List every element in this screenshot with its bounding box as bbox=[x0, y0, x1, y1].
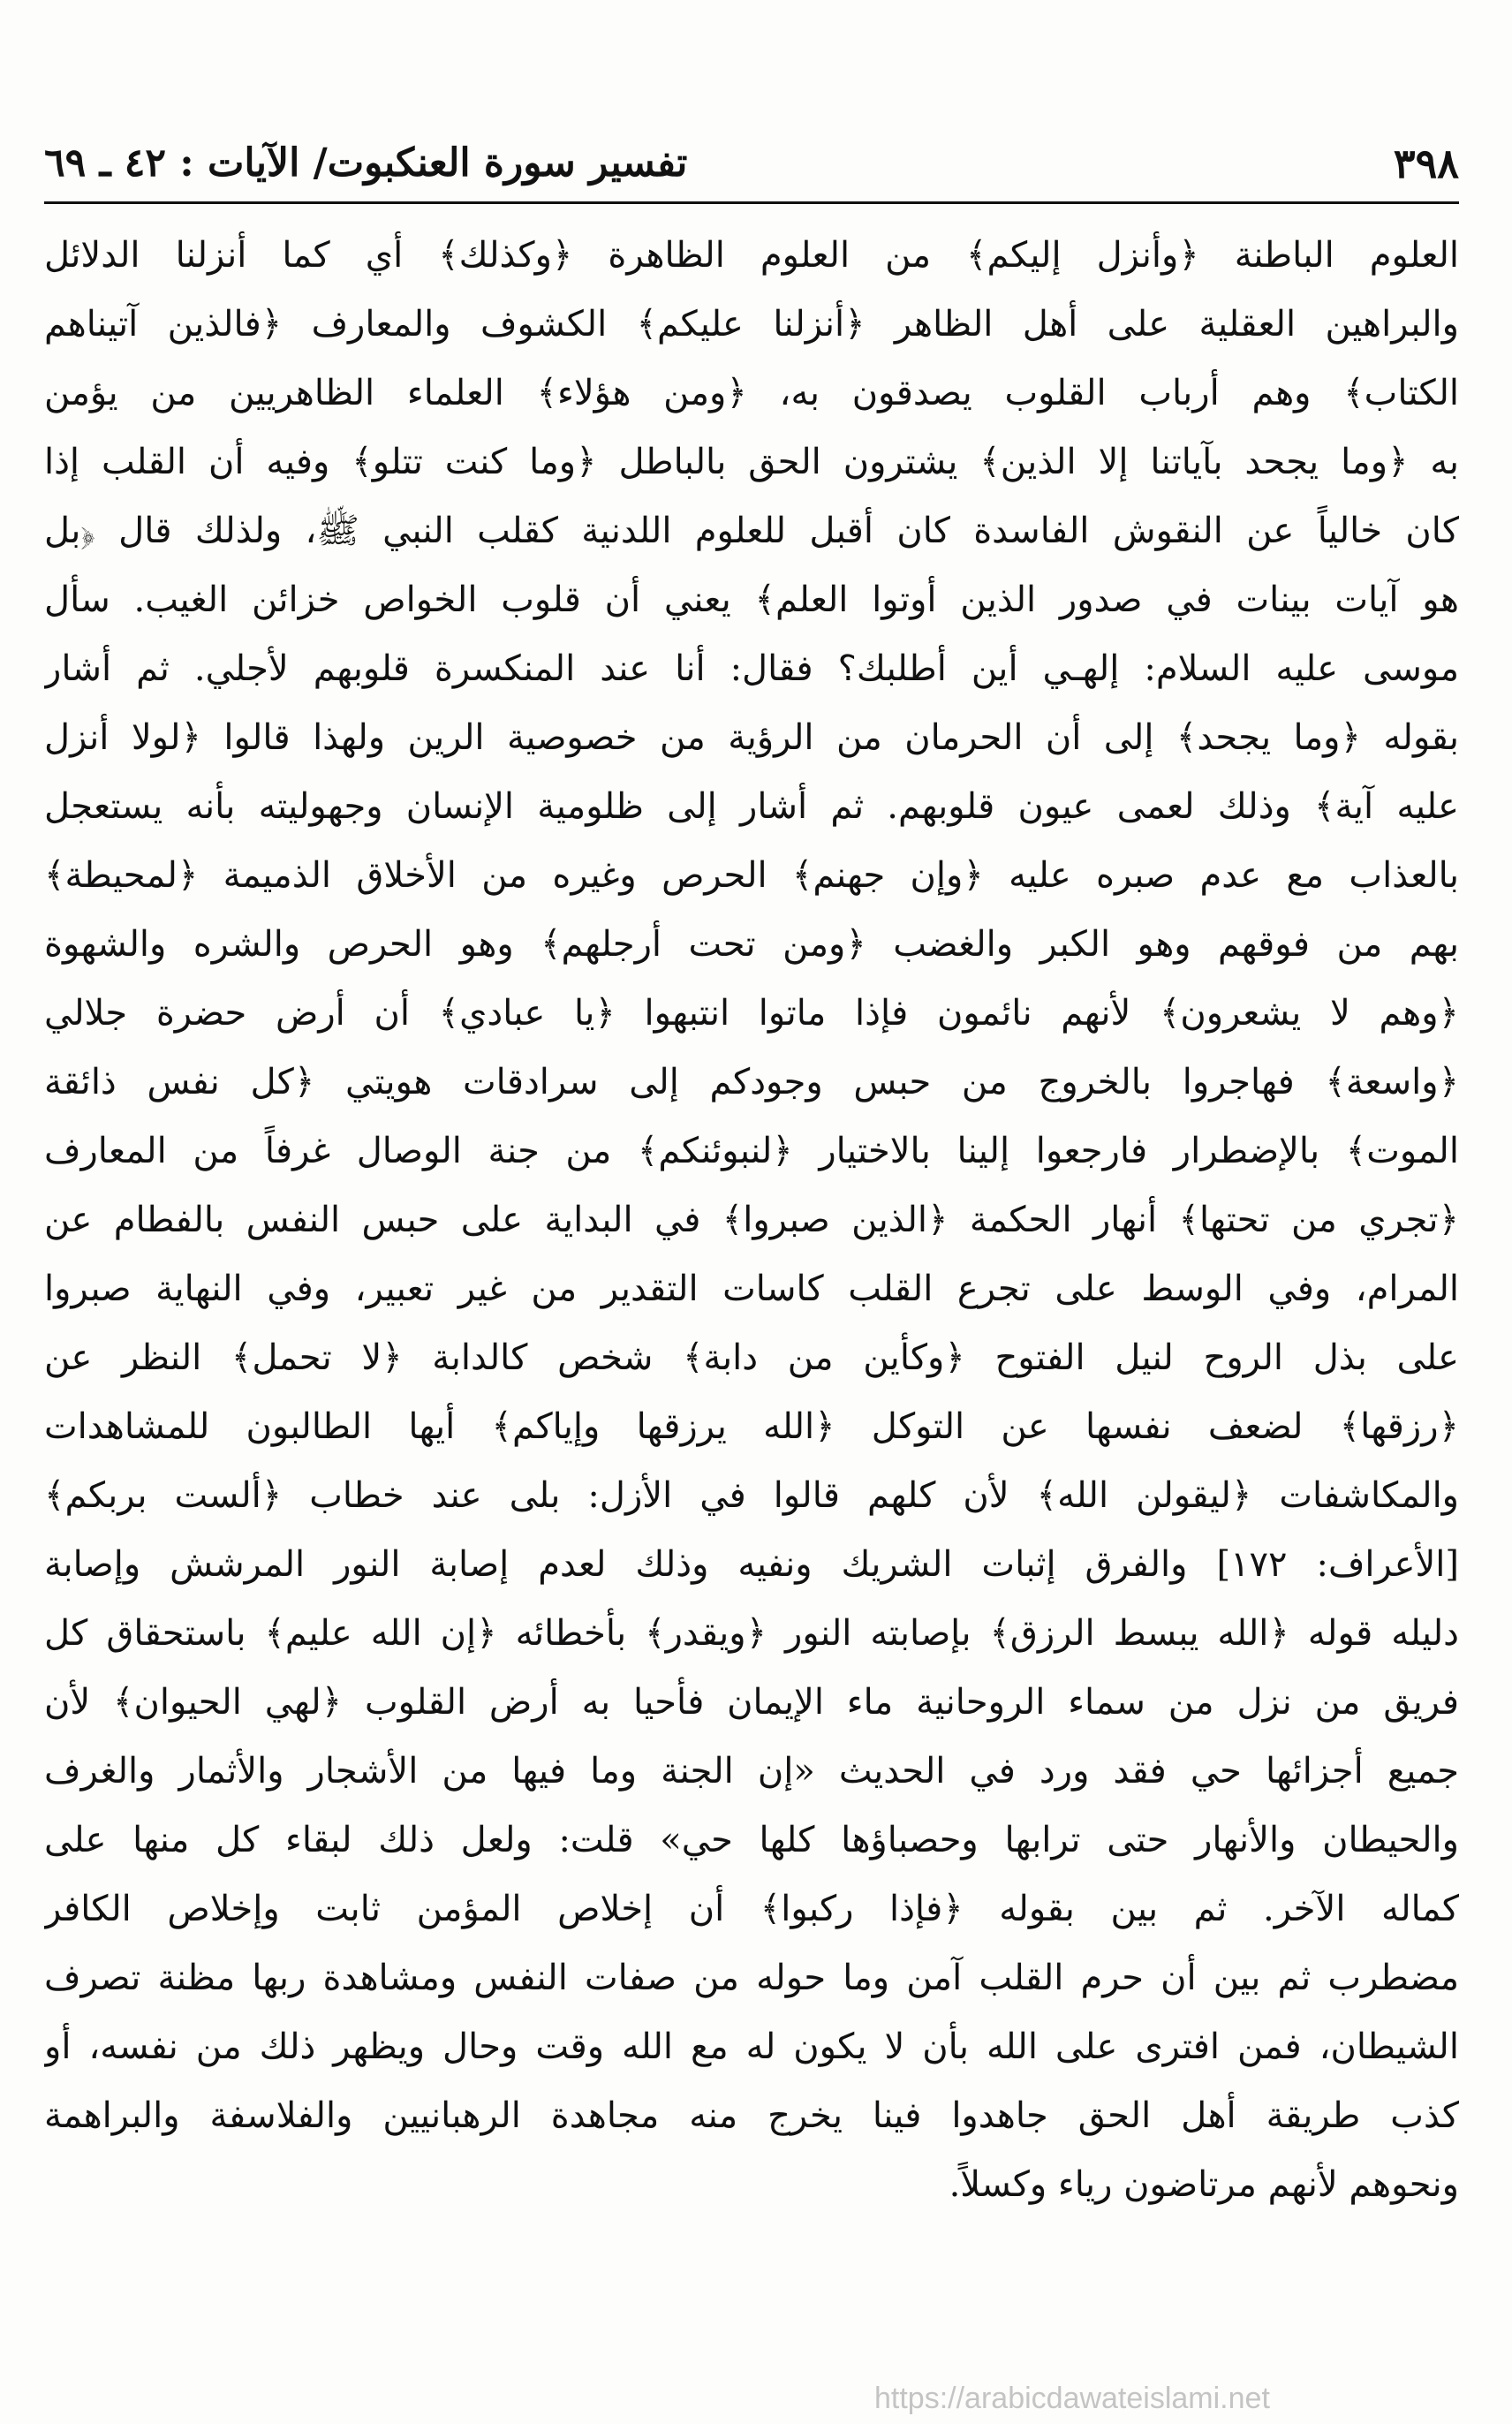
text-line: والحيطان والأنهار حتى ترابها وحصباؤها كلها حي» قلت: ولعل ذلك لبقاء كل منها على bbox=[44, 1820, 1459, 1860]
text-line: عليه آية﴾ وذلك لعمى عيون قلوبهم. ثم أشار إلى ظلومية الإنسان وجهوليته بأنه يستعجل bbox=[44, 786, 1459, 827]
running-title: تفسير سورة العنكبوت/ الآيات : ٤٢ ـ ٦٩ bbox=[44, 140, 688, 186]
text-line: جميع أجزائها حي فقد ورد في الحديث «إن الجنة وما فيها من الأشجار والأثمار والغرف bbox=[44, 1751, 1459, 1791]
text-line: بهم من فوقهم وهو الكبر والغضب ﴿ومن تحت أرجلهم﴾ وهو الحرص والشره والشهوة bbox=[44, 924, 1459, 965]
text-line: على بذل الروح لنيل الفتوح ﴿وكأين من دابة﴾ شخص كالدابة ﴿لا تحمل﴾ النظر عن bbox=[44, 1337, 1459, 1378]
text-line: بقوله ﴿وما يجحد﴾ إلى أن الحرمان من الرؤية من خصوصية الرين ولهذا قالوا ﴿لولا أنزل bbox=[44, 717, 1459, 758]
body-text bbox=[44, 221, 1459, 2219]
text-line: موسى عليه السلام: إلهـي أين أطلبك؟ فقال: أنا عند المنكسرة قلوبهم لأجلي. ثم أشار bbox=[44, 648, 1459, 689]
text-line-last: ونحوهم لأنهم مرتاضون رياء وكسلاً. bbox=[949, 2164, 1459, 2205]
text-line: ﴿واسعة﴾ فهاجروا بالخروج من حبس وجودكم إلى سرادقات هويتي ﴿كل نفس ذائقة bbox=[44, 1062, 1459, 1102]
text-line: ﴿تجري من تحتها﴾ أنهار الحكمة ﴿الذين صبروا﴾ في البداية على حبس النفس بالفطام عن bbox=[44, 1200, 1459, 1240]
text-line: به ﴿وما يجحد بآياتنا إلا الذين﴾ يشترون الحق بالباطل ﴿وما كنت تتلو﴾ وفيه أن القلب إذا bbox=[44, 442, 1459, 482]
text-line: المرام، وفي الوسط على تجرع القلب كاسات التقدير من غير تعبير، وفي النهاية صبروا bbox=[44, 1269, 1459, 1309]
website-watermark: https://arabicdawateislami.net bbox=[874, 2382, 1270, 2415]
text-line: دليله قوله ﴿الله يبسط الرزق﴾ بإصابته النور ﴿ويقدر﴾ بأخطائه ﴿إن الله عليم﴾ باستحقاق كل bbox=[44, 1613, 1459, 1654]
text-line: ﴿وهم لا يشعرون﴾ لأنهم نائمون فإذا ماتوا انتبهوا ﴿يا عبادي﴾ أن أرض حضرة جلالي bbox=[44, 993, 1459, 1034]
text-line: الشيطان، فمن افترى على الله بأن لا يكون له مع الله وقت وحال ويظهر ذلك من نفسه، أو bbox=[44, 2026, 1459, 2067]
text-line: والبراهين العقلية على أهل الظاهر ﴿أنزلنا عليكم﴾ الكشوف والمعارف ﴿فالذين آتيناهم bbox=[44, 304, 1459, 345]
header-divider bbox=[44, 201, 1459, 204]
text-line: كذب طريقة أهل الحق جاهدوا فينا يخرج منه مجاهدة الرهبانيين والفلاسفة والبراهمة bbox=[44, 2095, 1459, 2136]
page-header bbox=[44, 133, 1459, 194]
text-line: الموت﴾ بالإضطرار فارجعوا إلينا بالاختيار ﴿لنبوئنكم﴾ من جنة الوصال غرفاً من المعارف bbox=[44, 1131, 1459, 1171]
text-line: والمكاشفات ﴿ليقولن الله﴾ لأن كلهم قالوا في الأزل: بلى عند خطاب ﴿ألست بربكم﴾ bbox=[44, 1475, 1459, 1516]
text-line: [الأعراف: ١٧٢] والفرق إثبات الشريك ونفيه وذلك لعدم إصابة النور المرشش وإصابة bbox=[44, 1544, 1459, 1585]
text-line: هو آيات بينات في صدور الذين أوتوا العلم﴾ يعني أن قلوب الخواص خزائن الغيب. سأل bbox=[44, 579, 1459, 620]
text-line: كان خالياً عن النقوش الفاسدة كان أقبل للعلوم اللدنية كقلب النبي ﷺ، ولذلك قال ﴿بل bbox=[44, 511, 1459, 551]
text-line: العلوم الباطنة ﴿وأنزل إليكم﴾ من العلوم الظاهرة ﴿وكذلك﴾ أي كما أنزلنا الدلائل bbox=[44, 235, 1459, 276]
text-line: مضطرب ثم بين أن حرم القلب آمن وما حوله من صفات النفس ومشاهدة ربها مظنة تصرف bbox=[44, 1958, 1459, 1998]
text-line: كماله الآخر. ثم بين بقوله ﴿فإذا ركبوا﴾ أن إخلاص المؤمن ثابت وإخلاص الكافر bbox=[44, 1889, 1459, 1929]
text-line: الكتاب﴾ وهم أرباب القلوب يصدقون به، ﴿ومن هؤلاء﴾ العلماء الظاهريين من يؤمن bbox=[44, 373, 1459, 413]
page-number: ٣٩٨ bbox=[1393, 140, 1459, 187]
text-line: ﴿رزقها﴾ لضعف نفسها عن التوكل ﴿الله يرزقها وإياكم﴾ أيها الطالبون للمشاهدات bbox=[44, 1406, 1459, 1447]
text-line: بالعذاب مع عدم صبره عليه ﴿وإن جهنم﴾ الحرص وغيره من الأخلاق الذميمة ﴿لمحيطة﴾ bbox=[44, 855, 1459, 896]
text-line: فريق من نزل من سماء الروحانية ماء الإيمان فأحيا به أرض القلوب ﴿لهي الحيوان﴾ لأن bbox=[44, 1682, 1459, 1723]
